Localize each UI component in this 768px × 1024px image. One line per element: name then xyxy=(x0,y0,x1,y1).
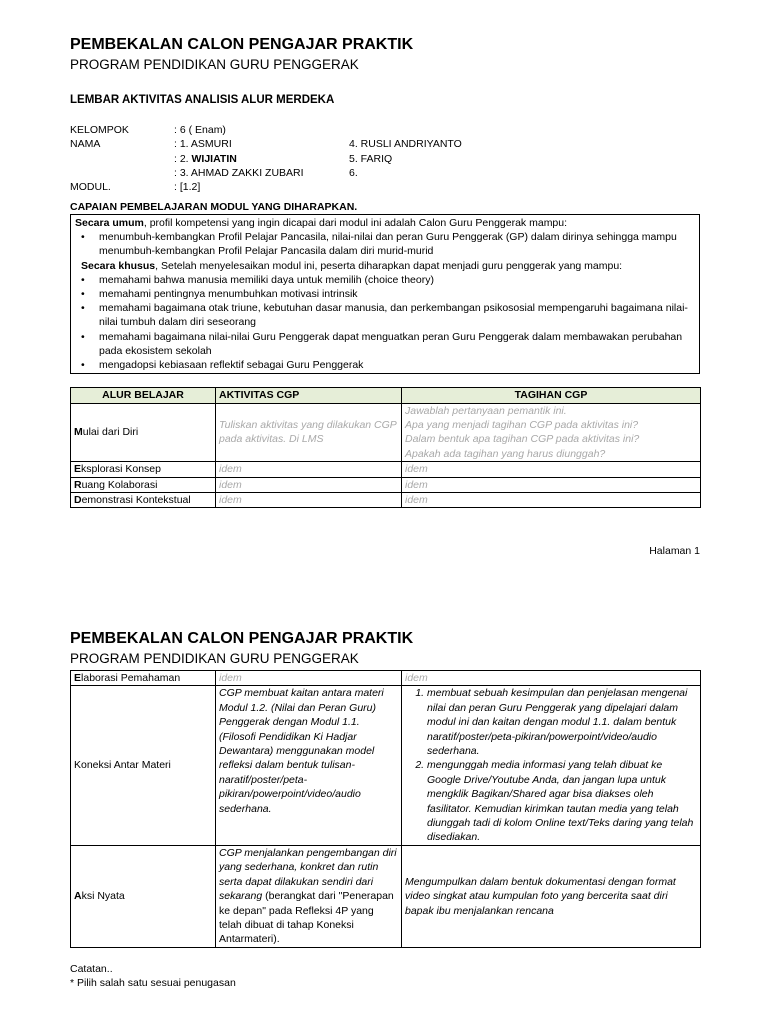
mulai-label xyxy=(71,403,216,462)
row-aktivitas: idem xyxy=(216,477,402,492)
list-item: 2. mengunggah media informasi yang telah dibuat ke Google Drive/Youtube Anda, dan jangan lupa untuk mengklik Bagikan/Shared agar bisa diakses oleh fasilitator. Kemudian kirimkan tautan media yang telah diunggah tadi di kolom Online text/Teks daring yang telah disediakan. xyxy=(427,758,697,844)
mulai-tagihan xyxy=(402,403,701,462)
list-item: • memahami pentingnya menumbuhkan motivasi intrinsik xyxy=(99,287,695,301)
notes-item: * Pilih salah satu sesuai penugasan xyxy=(70,976,236,989)
notes-title: Catatan.. xyxy=(70,962,113,975)
meta-block xyxy=(70,123,700,195)
name-6: 6. xyxy=(349,166,358,179)
kelompok-value: : 6 ( Enam) xyxy=(174,124,226,136)
doc-subtitle: PROGRAM PENDIDIKAN GURU PENGGERAK xyxy=(70,57,359,72)
table-row-elaborasi xyxy=(71,671,701,686)
elaborasi-label xyxy=(71,671,216,686)
tagihan-line: Dalam bentuk apa tagihan CGP pada aktivitas ini? xyxy=(405,433,640,446)
tagihan-line: Apakah ada tagihan yang harus diunggah? xyxy=(405,447,606,460)
name-2 xyxy=(174,152,237,166)
doc-title-2: PEMBEKALAN CALON PENGAJAR PRAKTIK xyxy=(70,630,414,647)
table-row-mulai xyxy=(71,403,701,462)
umum-label: Secara umum xyxy=(75,217,144,229)
aksi-initial: A xyxy=(74,890,82,903)
row-rest: emonstrasi Kontekstual xyxy=(81,494,191,507)
list-item: • menumbuh-kembangkan Profil Pelajar Pancasila, nilai-nilai dan peran Guru Penggerak (GP) dalam dirinya sehingga mampu menumbuh-kembangkan Profil Pelajar Pancasila dalam diri murid-murid xyxy=(99,230,695,258)
khusus-list xyxy=(75,273,695,372)
row-initial: D xyxy=(74,494,82,507)
row-aktivitas: idem xyxy=(216,462,402,477)
aksi-label xyxy=(71,845,216,947)
row-label xyxy=(71,493,216,508)
elaborasi-tagihan: idem xyxy=(402,671,701,686)
modul-label: MODUL. xyxy=(70,181,111,194)
modul-value: : [1.2] xyxy=(174,181,201,194)
alur-table-1 xyxy=(70,387,701,508)
capaian-box xyxy=(70,214,700,374)
row-tagihan: idem xyxy=(402,462,701,477)
nama-label: NAMA xyxy=(70,138,101,151)
mulai-rest: ulai dari Diri xyxy=(82,426,139,439)
mulai-initial: M xyxy=(74,426,83,439)
mulai-aktivitas: Tuliskan aktivitas yang dilakukan CGP pada aktivitas. Di LMS xyxy=(216,403,402,462)
tagihan-line: Jawablah pertanyaan pemantik ini. xyxy=(405,404,567,417)
sheet-title: LEMBAR AKTIVITAS ANALISIS ALUR MERDEKA xyxy=(70,94,335,106)
row-initial: R xyxy=(74,478,82,491)
khusus-paragraph xyxy=(75,259,695,273)
notes xyxy=(70,962,700,990)
table-row xyxy=(71,493,701,508)
aksi-aktivitas-plain: (berangkat dari "Penerapan ke depan" pada Refleksi 4P yang telah dibuat di tahap Koneksi Antarmateri). xyxy=(219,890,394,946)
page-number: Halaman 1 xyxy=(649,545,700,557)
doc-title: PEMBEKALAN CALON PENGAJAR PRAKTIK xyxy=(70,36,414,53)
header-tagihan: TAGIHAN CGP xyxy=(402,388,701,403)
koneksi-label: Koneksi Antar Materi xyxy=(71,686,216,845)
name-5: 5. FARIQ xyxy=(349,152,393,165)
doc-subtitle-2: PROGRAM PENDIDIKAN GURU PENGGERAK xyxy=(70,651,359,666)
table-row xyxy=(71,462,701,477)
kelompok-label: KELOMPOK xyxy=(70,124,129,136)
aksi-aktivitas-italic: CGP menjalankan pengembangan diri yang sederhana, konkret dan rutin serta dapat dilakukan sendiri dari sekarang xyxy=(219,846,397,903)
table-header-row xyxy=(71,388,701,403)
page-2 xyxy=(70,628,700,990)
header-aktivitas: AKTIVITAS CGP xyxy=(216,388,402,403)
umum-paragraph xyxy=(75,216,695,230)
list-item: • mengadopsi kebiasaan reflektif sebagai Guru Penggerak xyxy=(99,358,695,372)
capaian-title: CAPAIAN PEMBELAJARAN MODUL YANG DIHARAPKAN. xyxy=(70,201,358,213)
umum-list xyxy=(75,230,695,258)
khusus-text: , Setelah menyelesaikan modul ini, peserta diharapkan dapat menjadi guru penggerak yang mampu: xyxy=(155,259,623,272)
name-4: 4. RUSLI ANDRIYANTO xyxy=(349,138,462,151)
row-tagihan: idem xyxy=(402,493,701,508)
page-1 xyxy=(70,34,700,557)
aksi-aktivitas xyxy=(216,845,402,947)
name-2-bold: WIJIATIN xyxy=(191,152,237,165)
elaborasi-initial: E xyxy=(74,672,82,684)
elaborasi-aktivitas: idem xyxy=(216,671,402,686)
list-item: • memahami bahwa manusia memiliki daya untuk memilih (choice theory) xyxy=(99,273,695,287)
tagihan-line: Apa yang menjadi tagihan CGP pada aktivitas ini? xyxy=(405,419,639,432)
elaborasi-rest: laborasi Pemahaman xyxy=(81,672,181,684)
list-item: • memahami bagaimana otak triune, kebutuhan dasar manusia, dan perkembangan psikososial mempengaruhi bagaimana nilai-nilai tumbuh dalam diri seseorang xyxy=(99,301,695,329)
koneksi-aktivitas: CGP membuat kaitan antara materi Modul 1.2. (Nilai dan Peran Guru) Penggerak dengan Modul 1.1. (Filosofi Pendidikan Ki Hadjar Dewantara) menggunakan model refleksi dalam bentuk tulisan-naratif/poster/peta-pikiran/powerpoint/video/audio sederhana. xyxy=(216,686,402,845)
name-2-prefix: : 2. xyxy=(174,152,192,165)
row-initial: E xyxy=(74,463,82,476)
row-aktivitas: idem xyxy=(216,493,402,508)
list-item: 1. membuat sebuah kesimpulan dan penjelasan mengenai nilai dan peran Guru Penggerak yang dipelajari dalam modul ini dan kaitan dengan modul 1.1. dalam bentuk naratif/poster/peta-pikiran/powerpoint/video/audio sederhana. xyxy=(427,686,697,758)
header-alur: ALUR BELAJAR xyxy=(71,388,216,403)
row-rest: ksplorasi Konsep xyxy=(81,463,161,476)
table-row-aksi xyxy=(71,845,701,947)
koneksi-tagihan xyxy=(402,686,701,845)
row-label xyxy=(71,462,216,477)
khusus-label: Secara khusus xyxy=(81,259,156,272)
umum-text: , profil kompetensi yang ingin dicapai dari modul ini adalah Calon Guru Penggerak mampu: xyxy=(143,217,568,229)
row-rest: uang Kolaborasi xyxy=(81,478,158,491)
row-label xyxy=(71,477,216,492)
table-row xyxy=(71,477,701,492)
row-tagihan: idem xyxy=(402,477,701,492)
name-3: : 3. AHMAD ZAKKI ZUBARI xyxy=(174,166,304,179)
list-item: • memahami bagaimana nilai-nilai Guru Penggerak dapat menguatkan peran Guru Penggerak dalam membawakan perubahan pada ekosistem sekolah xyxy=(99,330,695,358)
aksi-tagihan: Mengumpulkan dalam bentuk dokumentasi dengan format video singkat atau kumpulan foto yang bercerita saat diri bapak ibu menjalankan rencana xyxy=(402,845,701,947)
alur-table-2 xyxy=(70,670,701,948)
aksi-rest: ksi Nyata xyxy=(81,890,125,903)
name-1: : 1. ASMURI xyxy=(174,138,232,151)
table-row-koneksi xyxy=(71,686,701,845)
koneksi-steps xyxy=(405,686,697,844)
